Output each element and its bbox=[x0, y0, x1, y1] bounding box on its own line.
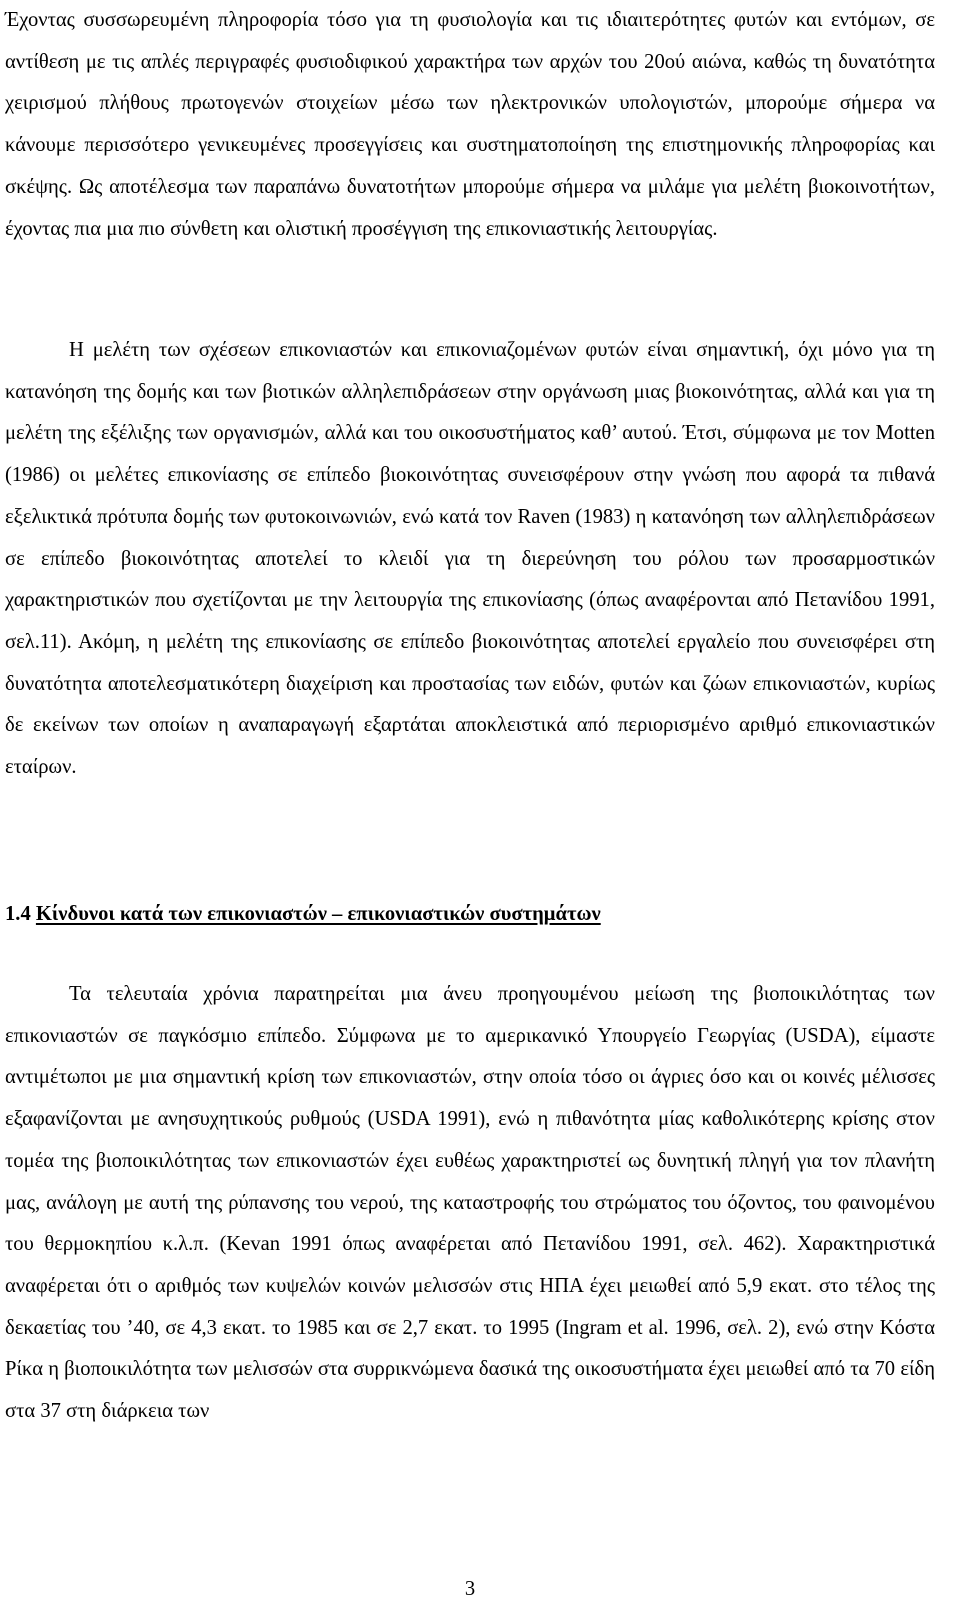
section-number: 1.4 bbox=[5, 903, 31, 925]
paragraph-intro: Έχοντας συσσωρευμένη πληροφορία τόσο για τη φυσιολογία και τις ιδιαιτερότητες φυτών και εντόμων, σε αντίθεση με τις απλές περιγραφές φυσιοδιφικού χαρακτήρα των αρχών του 20ού αιώνα, καθώς τη δυνατότητα χειρισμού πλήθους πρωτογενών στοιχείων μέσω των ηλεκτρονικών υπολογιστών, μπορούμε σήμερα να κάνουμε περισσότερο γενικευμένες προσεγγίσεις και συστηματοποίηση της επιστημονικής πληροφορίας και σκέψης. Ως αποτέλεσμα των παραπάνω δυνατοτήτων μπορούμε σήμερα να μιλάμε για μελέτη βιοκοινοτήτων, έχοντας πια μια πιο σύνθετη και ολιστική προσέγγιση της επικονιαστικής λειτουργίας. bbox=[5, 9, 935, 240]
paragraph-community-study: Η μελέτη των σχέσεων επικονιαστών και επικονιαζομένων φυτών είναι σημαντική, όχι μόνο για τη κατανόηση της δομής και των βιοτικών αλληλεπιδράσεων στην οργάνωση μιας βιοκοινότητας, αλλά και για τη μελέτη της εξέλιξης των οργανισμών, αλλά και του οικοσυστήματος καθ’ αυτού. Έτσι, σύμφωνα με τον Motten (1986) οι μελέτες επικονίασης σε επίπεδο βιοκοινότητας συνεισφέρουν στην γνώση που αφορά τα πιθανά εξελικτικά πρότυπα δομής των φυτοκοινωνιών, ενώ κατά τον Raven (1983) η κατανόηση των αλληλεπιδράσεων σε επίπεδο βιοκοινότητας αποτελεί το κλειδί για τη διερεύνηση του ρόλου των προσαρμοστικών χαρακτηριστικών που σχετίζονται με την λειτουργία της επικονίασης (όπως αναφέρονται από Πετανίδου 1991, σελ.11). Ακόμη, η μελέτη της επικονίασης σε επίπεδο βιοκοινότητας αποτελεί εργαλείο που συνεισφέρει στη δυνατότητα αποτελεσματικότερη διαχείριση και προστασίας των ειδών, φυτών και ζώων επικονιαστών, κυρίως δε εκείνων των οποίων η αναπαραγωγή εξαρτάται αποκλειστικά από περιορισμένο αριθμό επικονιαστικών εταίρων. bbox=[5, 339, 935, 779]
paragraph-pollinator-decline: Τα τελευταία χρόνια παρατηρείται μια άνευ προηγουμένου μείωση της βιοποικιλότητας των επικονιαστών σε παγκόσμιο επίπεδο. Σύμφωνα με το αμερικανικό Υπουργείο Γεωργίας (USDA), είμαστε αντιμέτωποι με μια σημαντική κρίση των επικονιαστών, στην οποία τόσο οι άγριες όσο και οι κοινές μέλισσες εξαφανίζονται με ανησυχητικούς ρυθμούς (USDA 1991), ενώ η πιθανότητα μίας καθολικότερης κρίσης στον τομέα της βιοποικιλότητας των επικονιαστών έχει ευθέως χαρακτηριστεί ως δυνητική πληγή για τον πλανήτη μας, ανάλογη με αυτή της ρύπανσης του νερού, της καταστροφής του στρώματος του όζοντος, του φαινομένου του θερμοκηπίου κ.λ.π. (Kevan 1991 όπως αναφέρεται από Πετανίδου 1991, σελ. 462). Χαρακτηριστικά αναφέρεται ότι ο αριθμός των κυψελών κοινών μελισσών στις ΗΠΑ έχει μειωθεί από 5,9 εκατ. στο τέλος της δεκαετίας του ’40, σε 4,3 εκατ. το 1985 και σε 2,7 εκατ. το 1995 (Ingram et al. 1996, σελ. 2), ενώ στην Κόστα Ρίκα η βιοποικιλότητα των μελισσών στα συρρικνώμενα δασικά της οικοσυστήματα έχει μειωθεί από τα 70 είδη στα 37 στη διάρκεια των bbox=[5, 983, 935, 1423]
page-number: 3 bbox=[464, 1578, 476, 1600]
section-title: Κίνδυνοι κατά των επικονιαστών – επικονιαστικών συστημάτων bbox=[35, 903, 601, 925]
section-heading bbox=[5, 893, 601, 935]
